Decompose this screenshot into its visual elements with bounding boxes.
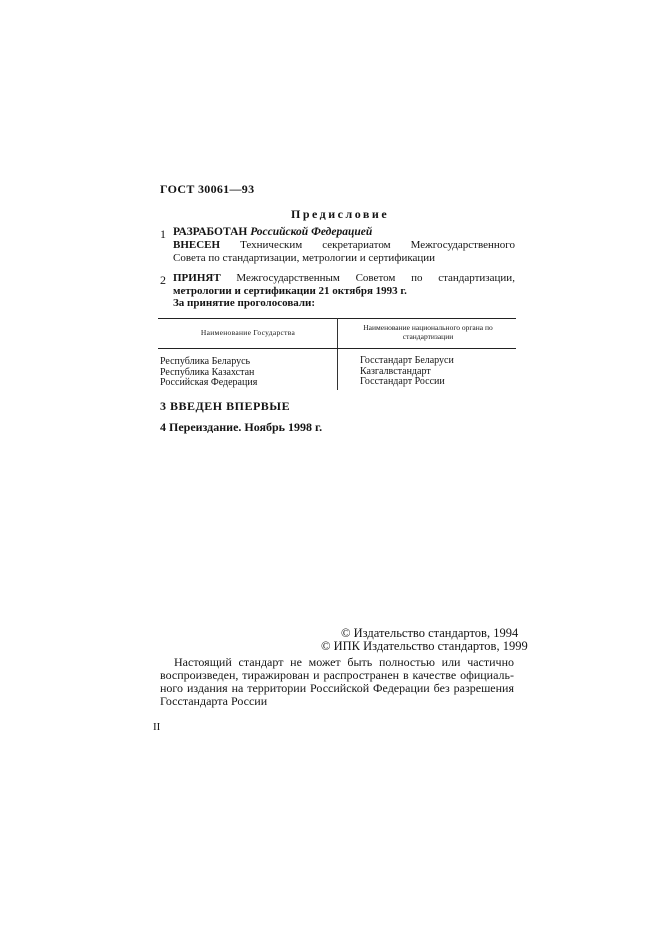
table-cell-national-body: Казгалвстандарт [360, 366, 431, 377]
item3-introduced: 3 ВВЕДЕН ВПЕРВЫЕ [160, 399, 291, 413]
table-cell-national-body: Госстандарт Беларуси [360, 355, 454, 366]
table-cell-state: Республика Казахстан [160, 367, 255, 378]
item1-developed-by: Российской Федерацией [247, 226, 373, 238]
table-header-national-body: Наименование национального органа по стандартизации [363, 323, 493, 341]
table-header-state: Наименование Государства [200, 328, 296, 337]
document-code: ГОСТ 30061—93 [160, 182, 255, 196]
copyright-line: © ИПК Издательство стандартов, 1999 [321, 639, 528, 653]
item2-adopted-line [173, 272, 515, 284]
item2-voted-line: За принятие проголосовали: [173, 297, 316, 309]
page-number: II [153, 721, 161, 733]
item1-developed-line [173, 226, 372, 238]
item4-reissue: 4 Переиздание. Ноябрь 1998 г. [160, 420, 323, 434]
notice-line: ного издания на территории Российской Федерации без разрешения [160, 681, 514, 695]
item1-submitted-word: секретариатом [322, 239, 391, 251]
notice-line: Госстандарта России [160, 694, 268, 708]
item2-adopted-word: по [411, 272, 423, 284]
item1-number: 1 [160, 227, 166, 241]
item1-submitted-keyword: ВНЕСЕН [173, 239, 221, 251]
item1-council-line: Совета по стандартизации, метрологии и сертификации [173, 252, 436, 264]
notice-line: Настоящий стандарт не может быть полностью или частично [174, 655, 514, 669]
item1-developed-keyword: РАЗРАБОТАН [173, 226, 248, 238]
reproduction-notice [160, 656, 514, 708]
item2-number: 2 [160, 273, 166, 287]
item2-adopted-keyword: ПРИНЯТ [173, 272, 221, 284]
item2-adopted-word: стандартизации, [438, 272, 515, 284]
table-cell-state: Республика Беларусь [160, 356, 251, 367]
item1-submitted-word: Межгосударственного [410, 239, 515, 251]
table-cell-national-body: Госстандарт России [360, 376, 445, 387]
notice-line: воспроизведен, тиражирован и распространен в качестве официаль- [160, 668, 514, 682]
table-header-rule [158, 348, 516, 349]
item2-adopted-word: Межгосударственным [236, 272, 340, 284]
item2-adopted-word: Советом [355, 272, 396, 284]
table-cell-state: Российская Федерация [160, 377, 258, 388]
preface-heading: Предисловие [291, 207, 390, 221]
table-column-separator [337, 318, 338, 390]
copyright-line: © Издательство стандартов, 1994 [341, 626, 519, 640]
item1-submitted-word: Техническим [240, 239, 303, 251]
item2-date-line: метрологии и сертификации 21 октября 1993 г. [173, 285, 407, 297]
item1-submitted-line [173, 239, 515, 251]
